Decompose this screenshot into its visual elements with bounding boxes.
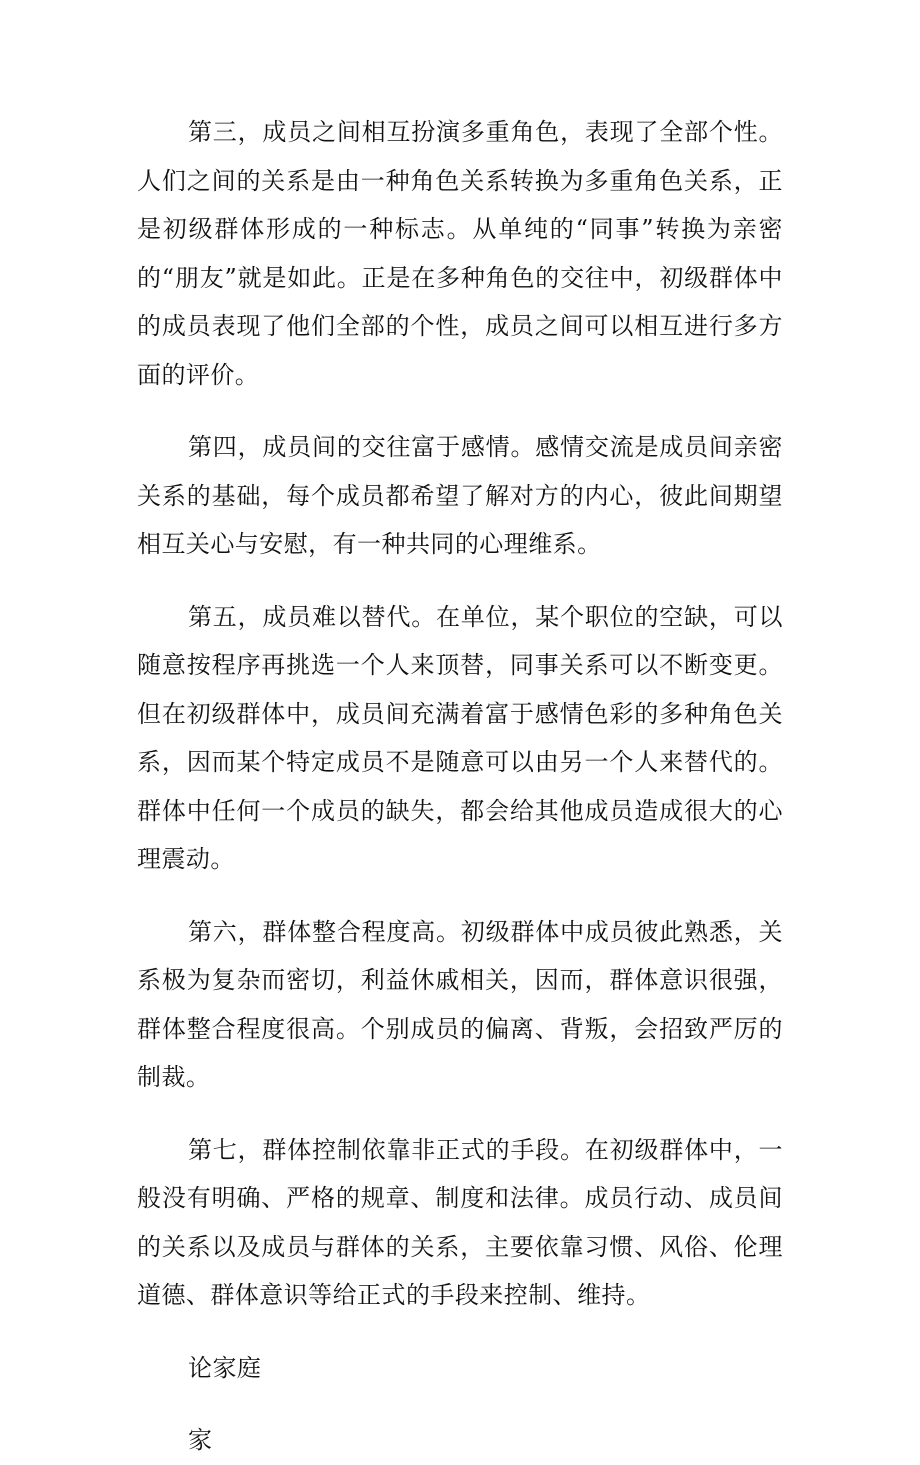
section-start-text: 家	[188, 1426, 213, 1454]
paragraph-seventh: 第七，群体控制依靠非正式的手段。在初级群体中，一般没有明确、严格的规章、制度和法律。成员行动、成员间的关系以及成员与群体的关系，主要依靠习惯、风俗、伦理道德、群体意识等给正式的手段来控制、维持。	[137, 1135, 783, 1309]
paragraph-third: 第三，成员之间相互扮演多重角色，表现了全部个性。人们之间的关系是由一种角色关系转换为多重角色关系，正是初级群体形成的一种标志。从单纯的“同事”转换为亲密的“朋友”就是如此。正是在多种角色的交往中，初级群体中的成员表现了他们全部的个性，成员之间可以相互进行多方面的评价。	[137, 118, 783, 389]
paragraph-fourth: 第四，成员间的交往富于感情。感情交流是成员间亲密关系的基础，每个成员都希望了解对方的内心，彼此间期望相互关心与安慰，有一种共同的心理维系。	[137, 433, 783, 558]
paragraph-sixth: 第六，群体整合程度高。初级群体中成员彼此熟悉，关系极为复杂而密切，利益休戚相关，因而，群体意识很强，群体整合程度很高。个别成员的偏离、背叛，会招致严厉的制裁。	[137, 917, 783, 1091]
paragraph-fifth: 第五，成员难以替代。在单位，某个职位的空缺，可以随意按程序再挑选一个人来顶替，同事关系可以不断变更。但在初级群体中，成员间充满着富于感情色彩的多种角色关系，因而某个特定成员不是随意可以由另一个人来替代的。群体中任何一个成员的缺失，都会给其他成员造成很大的心理震动。	[137, 602, 783, 873]
section-title: 论家庭	[188, 1353, 262, 1382]
